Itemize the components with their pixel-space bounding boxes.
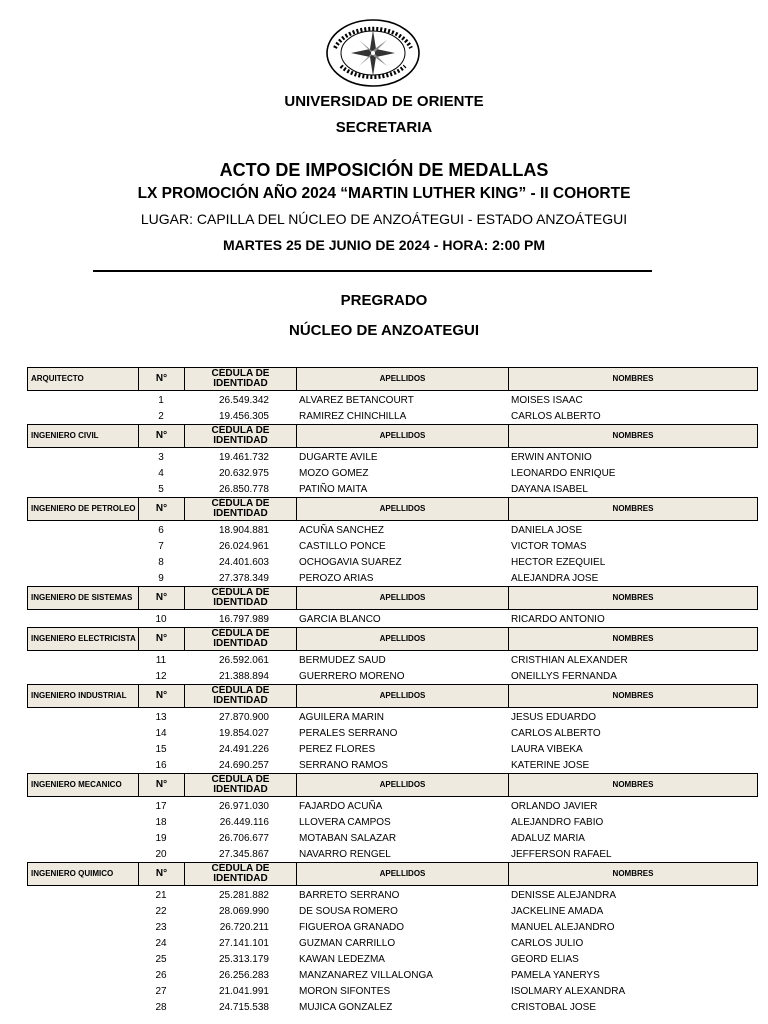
cedula-value: 26.024.961: [218, 540, 269, 552]
column-cedula-header: CÉDULA DE IDENTIDAD: [185, 863, 297, 885]
nombres-value: GEORD ELIAS: [511, 953, 579, 965]
table-row: [27, 611, 758, 627]
apellidos-value: BERMUDEZ SAUD: [299, 654, 386, 666]
apellidos-value: PEREZ FLORES: [299, 743, 376, 755]
cedula-value: 25.281.882: [218, 889, 269, 901]
column-nombres-header: NOMBRES: [612, 593, 654, 602]
level-title: PREGRADO: [340, 292, 428, 309]
column-nombres-header: NOMBRES: [612, 869, 654, 878]
column-cedula-header: CÉDULA DE IDENTIDAD: [185, 587, 297, 609]
row-number: 20: [155, 848, 167, 860]
column-nombres-header: NOMBRES: [612, 374, 654, 383]
apellidos-value: MUJICA GONZALEZ: [299, 1001, 393, 1013]
cedula-value: 24.491.226: [218, 743, 269, 755]
nombres-value: ADALUZ MARIA: [511, 832, 585, 844]
cedula-value: 21.388.894: [218, 670, 269, 682]
table-row: [27, 999, 758, 1015]
apellidos-value: KAWAN LEDEZMA: [299, 953, 385, 965]
table-row: [27, 538, 758, 554]
nombres-value: RICARDO ANTONIO: [511, 613, 605, 625]
table-row: [27, 741, 758, 757]
apellidos-value: OCHOGAVIA SUAREZ: [299, 556, 402, 568]
row-number: 19: [155, 832, 167, 844]
table-row: [27, 757, 758, 773]
cedula-value: 26.449.116: [219, 816, 269, 828]
column-number-header: N°: [139, 863, 185, 885]
table-row: [27, 951, 758, 967]
cedula-value: 16.797.989: [218, 613, 269, 625]
row-number: 27: [155, 985, 167, 997]
nombres-value: ERWIN ANTONIO: [511, 451, 592, 463]
cedula-value: 26.549.342: [218, 394, 269, 406]
nombres-value: MOISES ISAAC: [511, 394, 583, 406]
nombres-value: ALEJANDRO FABIO: [511, 816, 604, 828]
nombres-value: PAMELA YANERYS: [511, 969, 600, 981]
table-row: [27, 709, 758, 725]
career-name: INGENIERO CIVIL: [28, 425, 139, 447]
column-nombres-header: NOMBRES: [612, 634, 654, 643]
apellidos-value: RAMIREZ CHINCHILLA: [299, 410, 407, 422]
career-header-row: [27, 627, 758, 651]
row-number: 8: [158, 556, 164, 568]
apellidos-value: MOZO GOMEZ: [299, 467, 369, 479]
career-name: INGENIERO QUIMICO: [28, 863, 139, 885]
row-number: 23: [155, 921, 167, 933]
datetime-line: MARTES 25 DE JUNIO DE 2024 - HORA: 2:00 PM: [222, 237, 546, 253]
career-header-row: [27, 586, 758, 610]
cedula-value: 18.904.881: [218, 524, 269, 536]
career-name: INGENIERO DE SISTEMAS: [28, 587, 139, 609]
apellidos-value: FAJARDO ACUÑA: [299, 800, 383, 812]
apellidos-value: BARRETO SERRANO: [299, 889, 400, 901]
apellidos-value: SERRANO RAMOS: [299, 759, 388, 771]
career-name: INGENIERO INDUSTRIAL: [28, 685, 139, 707]
apellidos-value: LLOVERA CAMPOS: [299, 816, 391, 828]
column-apellidos-header: APELLIDOS: [297, 774, 509, 796]
column-number-header: N°: [139, 628, 185, 650]
cedula-value: 20.632.975: [218, 467, 269, 479]
table-row: [27, 668, 758, 684]
nombres-value: VICTOR TOMAS: [511, 540, 587, 552]
event-title: ACTO DE IMPOSICIÓN DE MEDALLAS: [219, 160, 549, 180]
table-row: [27, 830, 758, 846]
nombres-value: CARLOS JULIO: [511, 937, 584, 949]
nombres-value: JACKELINE AMADA: [511, 905, 604, 917]
row-number: 21: [155, 889, 167, 901]
table-row: [27, 983, 758, 999]
apellidos-value: FIGUEROA GRANADO: [299, 921, 405, 933]
career-header-row: [27, 684, 758, 708]
column-nombres-header: NOMBRES: [612, 504, 654, 513]
nombres-value: DENISSE ALEJANDRA: [511, 889, 617, 901]
row-number: 14: [155, 727, 167, 739]
graduates-table: [27, 367, 758, 1015]
column-cedula-header: CÉDULA DE IDENTIDAD: [185, 425, 297, 447]
column-apellidos-header: APELLIDOS: [297, 863, 509, 885]
nombres-value: ALEJANDRA JOSE: [511, 572, 599, 584]
cedula-value: 24.401.603: [218, 556, 269, 568]
apellidos-value: DUGARTE AVILE: [299, 451, 378, 463]
nombres-value: CARLOS ALBERTO: [511, 727, 601, 739]
row-number: 26: [155, 969, 167, 981]
apellidos-value: MORON SIFONTES: [299, 985, 391, 997]
nombres-value: JEFFERSON RAFAEL: [511, 848, 612, 860]
apellidos-value: AGUILERA MARIN: [299, 711, 385, 723]
career-name: INGENIERO MECANICO: [28, 774, 139, 796]
apellidos-value: GARCIA BLANCO: [299, 613, 381, 625]
apellidos-value: ACUÑA SANCHEZ: [299, 524, 385, 536]
column-number-header: N°: [139, 368, 185, 390]
column-nombres-header: NOMBRES: [612, 780, 654, 789]
column-apellidos-header: APELLIDOS: [297, 587, 509, 609]
career-name: INGENIERO ELECTRICISTA: [28, 628, 139, 650]
nombres-value: CRISTOBAL JOSE: [511, 1001, 597, 1013]
table-row: [27, 814, 758, 830]
place-line: LUGAR: CAPILLA DEL NÚCLEO DE ANZOÁTEGUI - ESTADO ANZOÁTEGUI: [140, 211, 628, 227]
column-cedula-header: CÉDULA DE IDENTIDAD: [185, 368, 297, 390]
university-name: UNIVERSIDAD DE ORIENTE: [284, 93, 484, 110]
column-nombres-header: NOMBRES: [612, 691, 654, 700]
nombres-value: JESUS EDUARDO: [511, 711, 597, 723]
column-number-header: N°: [139, 498, 185, 520]
column-number-header: N°: [139, 587, 185, 609]
campus-title: NÚCLEO DE ANZOATEGUI: [289, 322, 479, 339]
row-number: 1: [158, 394, 164, 406]
column-apellidos-header: APELLIDOS: [297, 368, 509, 390]
table-row: [27, 725, 758, 741]
column-number-header: N°: [139, 425, 185, 447]
nombres-value: DANIELA JOSE: [511, 524, 583, 536]
column-number-header: N°: [139, 685, 185, 707]
column-cedula-header: CÉDULA DE IDENTIDAD: [185, 628, 297, 650]
nombres-value: ORLANDO JAVIER: [511, 800, 598, 812]
table-row: [27, 846, 758, 862]
column-cedula-header: CÉDULA DE IDENTIDAD: [185, 498, 297, 520]
nombres-value: LAURA VIBEKA: [511, 743, 583, 755]
row-number: 9: [158, 572, 164, 584]
cedula-value: 24.690.257: [218, 759, 269, 771]
cedula-value: 19.461.732: [218, 451, 269, 463]
column-nombres-header: NOMBRES: [612, 431, 654, 440]
cedula-value: 21.041.991: [218, 985, 269, 997]
nombres-value: MANUEL ALEJANDRO: [511, 921, 615, 933]
career-header-row: [27, 862, 758, 886]
office-name: SECRETARIA: [335, 119, 433, 136]
apellidos-value: MOTABAN SALAZAR: [299, 832, 397, 844]
apellidos-value: DE SOUSA ROMERO: [299, 905, 398, 917]
cedula-value: 27.378.349: [218, 572, 269, 584]
apellidos-value: NAVARRO RENGEL: [299, 848, 391, 860]
table-row: [27, 554, 758, 570]
career-header-row: [27, 424, 758, 448]
cedula-value: 28.069.990: [218, 905, 269, 917]
row-number: 3: [158, 451, 164, 463]
nombres-value: ISOLMARY ALEXANDRA: [511, 985, 626, 997]
row-number: 16: [155, 759, 167, 771]
apellidos-value: PEROZO ARIAS: [299, 572, 374, 584]
table-row: [27, 919, 758, 935]
row-number: 6: [158, 524, 164, 536]
row-number: 2: [158, 410, 164, 422]
cedula-value: 27.345.867: [218, 848, 269, 860]
table-row: [27, 967, 758, 983]
cedula-value: 26.720.211: [219, 921, 269, 933]
nombres-value: LEONARDO ENRIQUE: [511, 467, 616, 479]
row-number: 5: [158, 483, 164, 495]
row-number: 12: [155, 670, 167, 682]
header-divider: [93, 270, 652, 272]
column-number-header: N°: [139, 774, 185, 796]
row-number: 10: [155, 613, 167, 625]
cedula-value: 24.715.538: [218, 1001, 269, 1013]
table-row: [27, 392, 758, 408]
row-number: 7: [158, 540, 164, 552]
table-row: [27, 465, 758, 481]
nombres-value: HECTOR EZEQUIEL: [511, 556, 606, 568]
column-cedula-header: CÉDULA DE IDENTIDAD: [185, 685, 297, 707]
column-apellidos-header: APELLIDOS: [297, 498, 509, 520]
nombres-value: KATERINE JOSE: [511, 759, 590, 771]
cedula-value: 25.313.179: [218, 953, 269, 965]
cedula-value: 26.256.283: [218, 969, 269, 981]
table-row: [27, 903, 758, 919]
nombres-value: CARLOS ALBERTO: [511, 410, 601, 422]
career-name: INGENIERO DE PETROLEO: [28, 498, 139, 520]
column-apellidos-header: APELLIDOS: [297, 425, 509, 447]
career-header-row: [27, 367, 758, 391]
row-number: 17: [155, 800, 167, 812]
apellidos-value: CASTILLO PONCE: [299, 540, 386, 552]
table-row: [27, 570, 758, 586]
cedula-value: 26.971.030: [218, 800, 269, 812]
table-row: [27, 449, 758, 465]
table-row: [27, 798, 758, 814]
column-apellidos-header: APELLIDOS: [297, 685, 509, 707]
table-row: [27, 408, 758, 424]
cedula-value: 19.456.305: [218, 410, 269, 422]
table-row: [27, 652, 758, 668]
table-row: [27, 522, 758, 538]
row-number: 18: [155, 816, 167, 828]
career-name: ARQUITECTO: [28, 368, 139, 390]
row-number: 25: [155, 953, 167, 965]
cedula-value: 26.706.677: [218, 832, 269, 844]
row-number: 24: [155, 937, 167, 949]
apellidos-value: GUERRERO MORENO: [299, 670, 405, 682]
university-seal-logo: [325, 18, 421, 88]
apellidos-value: GUZMAN CARRILLO: [299, 937, 396, 949]
row-number: 11: [155, 654, 167, 666]
cedula-value: 27.870.900: [218, 711, 269, 723]
apellidos-value: MANZANAREZ VILLALONGA: [299, 969, 433, 981]
nombres-value: CRISTHIAN ALEXANDER: [511, 654, 628, 666]
apellidos-value: PATIÑO MAITA: [299, 483, 368, 495]
row-number: 28: [155, 1001, 167, 1013]
nombres-value: DAYANA ISABEL: [511, 483, 588, 495]
cedula-value: 26.592.061: [218, 654, 269, 666]
career-header-row: [27, 497, 758, 521]
nombres-value: ONEILLYS FERNANDA: [511, 670, 617, 682]
apellidos-value: PERALES SERRANO: [299, 727, 398, 739]
column-apellidos-header: APELLIDOS: [297, 628, 509, 650]
promotion-title: LX PROMOCIÓN AÑO 2024 “MARTIN LUTHER KING” - II COHORTE: [137, 185, 631, 202]
apellidos-value: ALVAREZ BETANCOURT: [299, 394, 414, 406]
column-cedula-header: CÉDULA DE IDENTIDAD: [185, 774, 297, 796]
table-row: [27, 887, 758, 903]
career-header-row: [27, 773, 758, 797]
row-number: 4: [158, 467, 164, 479]
row-number: 15: [155, 743, 167, 755]
table-row: [27, 935, 758, 951]
table-row: [27, 481, 758, 497]
cedula-value: 19.854.027: [218, 727, 269, 739]
cedula-value: 27.141.101: [218, 937, 269, 949]
cedula-value: 26.850.778: [218, 483, 269, 495]
row-number: 13: [155, 711, 167, 723]
row-number: 22: [155, 905, 167, 917]
